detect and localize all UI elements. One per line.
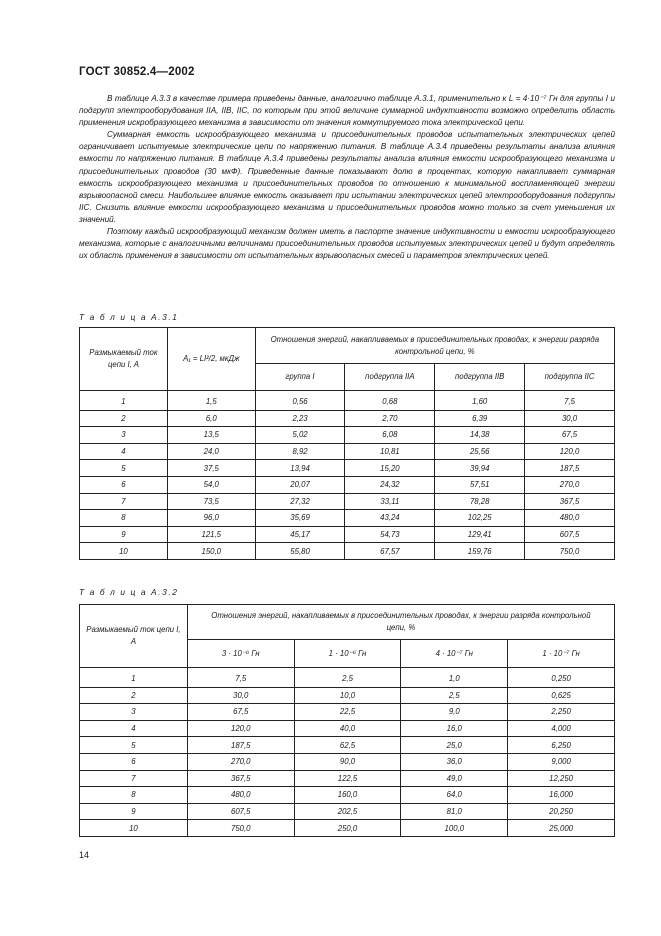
table-cell: 67,5 (187, 704, 294, 721)
table1-subheader: подгруппа IIB (435, 364, 525, 391)
table-cell: 67,5 (525, 427, 615, 444)
table-cell: 12,250 (508, 770, 615, 787)
table-cell: 100,0 (401, 820, 508, 837)
table-cell: 0,68 (345, 391, 435, 411)
table-cell: 122,5 (294, 770, 401, 787)
table-cell: 10 (80, 543, 168, 560)
table-cell: 54,0 (167, 476, 255, 493)
table1-subheader: подгруппа IIC (525, 364, 615, 391)
paragraph: В таблице А.3.3 в качестве примера приведены данные, аналогично таблице А.3.1, применительно к L = 4·10⁻⁷ Гн для группы I и подгрупп электрооборудования IIA, IIB, IIC, по которым при этой величине суммарной индуктивности возможно определить область применения искробразующего механизма в зависимости от значения коммутируемого тока электрической цепи. (79, 94, 615, 128)
table-row (80, 770, 615, 787)
table-cell: 2,250 (508, 704, 615, 721)
table-row (80, 410, 615, 427)
table-cell: 270,0 (525, 476, 615, 493)
table-cell: 27,32 (255, 493, 345, 510)
table-row (80, 704, 615, 721)
table-cell: 5 (80, 460, 168, 477)
table-row (80, 668, 615, 688)
page-header-title: ГОСТ 30852.4—2002 (79, 66, 195, 78)
table-cell: 0,625 (508, 687, 615, 704)
table-cell: 49,0 (401, 770, 508, 787)
paragraph: Суммарная емкость искрообразующего механизма и присоединительных проводов испытательных электрических цепей ограничивает испытуемые электрические цепи по напряжению питания. В таблице А.3.4 приведены результаты анализа влияния емкости по напряжению питания. В таблице А.3.4 приведены результаты анализа влияния емкости искрообразующего механизма и присоединительных проводов (30 мкФ). Приведенные данные показывают долю в процентах, которую накапливает суммарная емкость искрообразующего механизма и присоединительных проводов по отношению к минимальной воспламеняющей энергии взрывоопасной смеси. Наибольшее влияние емкость оказывает при испытании электрических цепей электрооборудования подгруппы IIC. Снизить влияние емкости искрообразующего механизма и присоединительных проводов можно только за счет уменьшения их значений. (79, 130, 615, 224)
table-cell: 0,56 (255, 391, 345, 411)
table-cell: 187,5 (525, 460, 615, 477)
table1-caption: Т а б л и ц а А.3.1 (79, 312, 179, 322)
table-cell: 607,5 (187, 803, 294, 820)
table-cell: 7 (80, 770, 188, 787)
table-cell: 8 (80, 510, 168, 527)
table-cell: 16,000 (508, 787, 615, 804)
table-cell: 1,60 (435, 391, 525, 411)
table-cell: 13,94 (255, 460, 345, 477)
table-cell: 129,41 (435, 526, 525, 543)
table2-subheader: 3 · 10⁻⁶ Гн (187, 640, 294, 668)
table-row (80, 787, 615, 804)
table-cell: 39,94 (435, 460, 525, 477)
table-cell: 270,0 (187, 753, 294, 770)
page-number: 14 (79, 850, 90, 860)
table-cell: 2,5 (294, 668, 401, 688)
table-row (80, 820, 615, 837)
table-cell: 3 (80, 704, 188, 721)
table-cell: 9,0 (401, 704, 508, 721)
table-cell: 160,0 (294, 787, 401, 804)
table-row (80, 427, 615, 444)
table-cell: 54,73 (345, 526, 435, 543)
table-cell: 9,000 (508, 753, 615, 770)
table-cell: 5,02 (255, 427, 345, 444)
table-cell: 121,5 (167, 526, 255, 543)
table-row (80, 720, 615, 737)
table1-header-current: Размыкаемый ток цепи I, A (80, 328, 168, 391)
paragraph: Поэтому каждый искрообразующий механизм должен иметь в паспорте значение индуктивности и емкости искрообразующего механизма, которые с аналогичными величинами присоединительных проводов испытуемых электрических цепей и будут определять их область применения в зависимости от испытательных взрывоопасных смесей и параметров электрических цепей. (79, 227, 615, 261)
table-row (80, 687, 615, 704)
table-cell: 7 (80, 493, 168, 510)
table-a31 (79, 327, 615, 560)
table2-caption: Т а б л и ц а А.3.2 (79, 587, 179, 597)
table-cell: 33,11 (345, 493, 435, 510)
table-cell: 35,69 (255, 510, 345, 527)
table-cell: 3 (80, 427, 168, 444)
table-row (80, 443, 615, 460)
table-cell: 10 (80, 820, 188, 837)
table1-subheader: группа I (255, 364, 345, 391)
table-cell: 24,32 (345, 476, 435, 493)
table-cell: 750,0 (187, 820, 294, 837)
table2-subheader: 4 · 10⁻⁷ Гн (401, 640, 508, 668)
table-cell: 6,0 (167, 410, 255, 427)
table-cell: 45,17 (255, 526, 345, 543)
table-row (80, 753, 615, 770)
table-cell: 7,5 (525, 391, 615, 411)
body-text (79, 93, 615, 262)
table-cell: 150,0 (167, 543, 255, 560)
table-cell: 24,0 (167, 443, 255, 460)
table-cell: 25,56 (435, 443, 525, 460)
table-cell: 6,39 (435, 410, 525, 427)
table-cell: 1 (80, 391, 168, 411)
table-cell: 7,5 (187, 668, 294, 688)
table-cell: 102,25 (435, 510, 525, 527)
table-cell: 6,250 (508, 737, 615, 754)
table-cell: 10,81 (345, 443, 435, 460)
table-cell: 81,0 (401, 803, 508, 820)
table-cell: 62,5 (294, 737, 401, 754)
table1-header-group: Отношения энергий, накапливаемых в присоединительных проводах, к энергии разряда контрольной цепи, % (255, 328, 614, 364)
table-cell: 25,0 (401, 737, 508, 754)
table-cell: 159,76 (435, 543, 525, 560)
table-cell: 57,51 (435, 476, 525, 493)
table-cell: 9 (80, 526, 168, 543)
table-cell: 607,5 (525, 526, 615, 543)
table-cell: 20,07 (255, 476, 345, 493)
table-cell: 120,0 (525, 443, 615, 460)
table-cell: 36,0 (401, 753, 508, 770)
table-cell: 1,0 (401, 668, 508, 688)
table-cell: 55,80 (255, 543, 345, 560)
table-row (80, 460, 615, 477)
table-cell: 40,0 (294, 720, 401, 737)
table-row (80, 391, 615, 411)
table-cell: 10,0 (294, 687, 401, 704)
table-cell: 16,0 (401, 720, 508, 737)
table-cell: 67,57 (345, 543, 435, 560)
table-cell: 37,5 (167, 460, 255, 477)
table-a32 (79, 604, 615, 837)
table-cell: 64,0 (401, 787, 508, 804)
table-cell: 6 (80, 753, 188, 770)
table-row (80, 737, 615, 754)
table-cell: 14,38 (435, 427, 525, 444)
table-cell: 8 (80, 787, 188, 804)
table-cell: 750,0 (525, 543, 615, 560)
table-cell: 202,5 (294, 803, 401, 820)
table2-subheader: 1 · 10⁻⁷ Гн (508, 640, 615, 668)
table-cell: 2 (80, 687, 188, 704)
table-cell: 0,250 (508, 668, 615, 688)
table2-header-current: Размыкаемый ток цепи I, A (80, 605, 188, 668)
table-cell: 78,28 (435, 493, 525, 510)
table-row (80, 803, 615, 820)
table1-body (80, 391, 615, 560)
table-cell: 367,5 (187, 770, 294, 787)
table-row (80, 476, 615, 493)
table1-header-energy: A₁ = LI²/2, мкДж (167, 328, 255, 391)
table-cell: 6,08 (345, 427, 435, 444)
table2-subheader: 1 · 10⁻⁶ Гн (294, 640, 401, 668)
table-cell: 25,000 (508, 820, 615, 837)
table-cell: 4,000 (508, 720, 615, 737)
table-cell: 13,5 (167, 427, 255, 444)
table-cell: 43,24 (345, 510, 435, 527)
table-cell: 96,0 (167, 510, 255, 527)
table-cell: 20,250 (508, 803, 615, 820)
table2-header-group: Отношения энергий, накапливаемых в присоединительных проводах, к энергии разряда контрольной цепи, % (187, 605, 614, 640)
table2-body (80, 668, 615, 837)
table-cell: 22,5 (294, 704, 401, 721)
table-cell: 2,5 (401, 687, 508, 704)
table-row (80, 493, 615, 510)
table-cell: 1 (80, 668, 188, 688)
table-cell: 4 (80, 720, 188, 737)
table-cell: 250,0 (294, 820, 401, 837)
table1-subheader: подгруппа IIA (345, 364, 435, 391)
table-cell: 480,0 (187, 787, 294, 804)
table-cell: 120,0 (187, 720, 294, 737)
table-cell: 2 (80, 410, 168, 427)
table-cell: 73,5 (167, 493, 255, 510)
table-cell: 1,5 (167, 391, 255, 411)
table-row (80, 526, 615, 543)
table-cell: 9 (80, 803, 188, 820)
table-cell: 480,0 (525, 510, 615, 527)
table-cell: 30,0 (187, 687, 294, 704)
table-cell: 30,0 (525, 410, 615, 427)
table-cell: 4 (80, 443, 168, 460)
table-row (80, 543, 615, 560)
table-cell: 2,70 (345, 410, 435, 427)
table-cell: 2,23 (255, 410, 345, 427)
table-cell: 6 (80, 476, 168, 493)
table-cell: 187,5 (187, 737, 294, 754)
table-cell: 5 (80, 737, 188, 754)
table-cell: 8,92 (255, 443, 345, 460)
table-cell: 15,20 (345, 460, 435, 477)
table-row (80, 510, 615, 527)
table-cell: 90,0 (294, 753, 401, 770)
table-cell: 367,5 (525, 493, 615, 510)
